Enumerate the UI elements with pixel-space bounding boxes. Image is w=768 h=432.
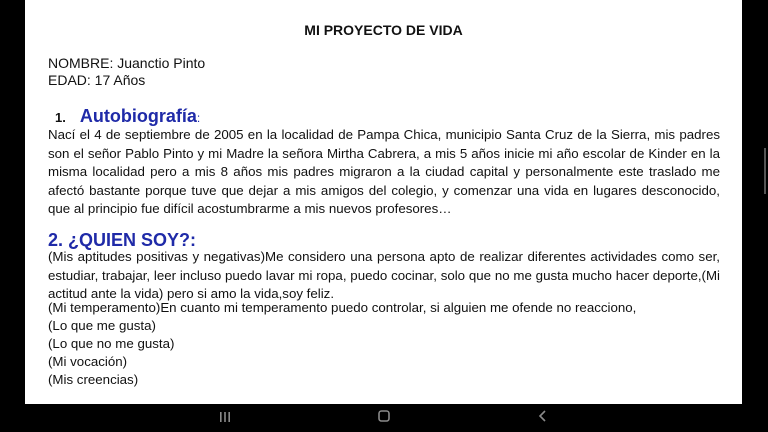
dislikes-line: (Lo que no me gusta) [48, 336, 175, 351]
section1-heading [48, 106, 200, 127]
quien-soy-lines [48, 299, 636, 389]
likes-line: (Lo que me gusta) [48, 318, 156, 333]
document-title: MI PROYECTO DE VIDA [304, 22, 463, 38]
name-line: NOMBRE: Juanctio Pinto [48, 55, 206, 71]
age-line: EDAD: 17 Años [48, 72, 146, 88]
autobiography-paragraph: Nací el 4 de septiembre de 2005 en la localidad de Pampa Chica, municipio Santa Cruz de la Sierra, mis padres son el señor Pablo Pinto y mi Madre la señora Mirtha Cabrera, a mis 5 años inicie mi año escolar de Kinder en la misma localidad pero a mis 8 años mis padres migraron a la ciudad capital y personalmente este traslado me afectó bastante porque tuve que dejar a mis amigos del colegio, y comenzar una vida en lugares desconocido, que al principio fue difícil acostumbrarme a mis nuevos profesores… [48, 127, 720, 216]
recents-icon[interactable] [211, 408, 239, 428]
vocation-line: (Mi vocación) [48, 354, 128, 369]
quien-soy-paragraph: (Mis aptitudes positivas y negativas)Me considero una persona apto de realizar diferentes actividades como ser, estudiar, trabajar, leer incluso puedo lavar mi ropa, puedo cocinar, solo que no me gusta mucho hacer deporte,(Mi actitud ante la vida) pero si amo la vida,soy feliz. [48, 249, 720, 301]
student-info [48, 55, 205, 89]
section1-number: 1. [55, 110, 66, 125]
beliefs-line: (Mis creencias) [48, 372, 139, 387]
home-icon[interactable] [370, 408, 398, 428]
section2-heading: 2. ¿QUIEN SOY?: [48, 230, 197, 250]
document-page [25, 0, 742, 404]
temperament-line: (Mi temperamento)En cuanto mi temperamento puedo controlar, si alguien me ofende no reacciono, [48, 300, 637, 315]
scroll-indicator [764, 148, 766, 194]
android-nav-bar [0, 404, 768, 432]
section1-title: Autobiografía [79, 106, 197, 126]
back-icon[interactable] [529, 408, 557, 428]
section1-colon: : [196, 111, 201, 125]
